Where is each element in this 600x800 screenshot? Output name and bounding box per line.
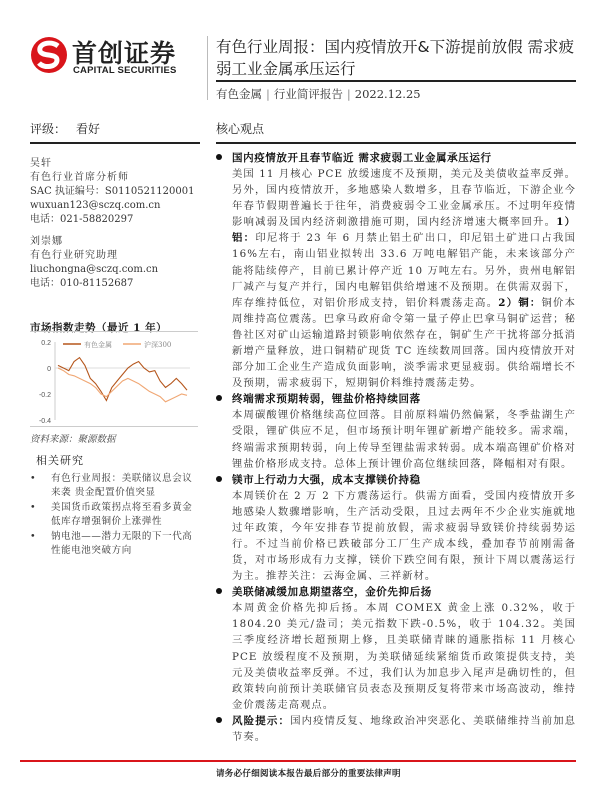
author-phone: 电话：010-81152687 — [30, 278, 134, 289]
core-point — [216, 391, 576, 471]
author-name: 吴轩 — [30, 158, 52, 169]
core-points — [216, 150, 576, 745]
series-line-1 — [58, 368, 187, 402]
point-title: 风险提示： — [232, 714, 291, 727]
bullet-icon: • — [30, 473, 36, 484]
legend-label: 有色金属 — [84, 341, 112, 349]
bullet-icon — [216, 476, 222, 482]
chart-svg — [30, 332, 198, 428]
brand-logo — [30, 34, 190, 78]
y-tick-label: 0.2 — [41, 340, 51, 347]
footer-rule — [20, 760, 576, 762]
point-text: 本周碳酸锂价格继续高位回落。目前原料端仍然偏紧，冬季盐湖生产受限，锂矿供应不足，但市场预计明年锂矿新增产能较多。需求端，终端需求预期转弱，向上传导至锂盐需求转弱。成本端高锂矿价格对锂盐价格形成支持。总体上预计锂价高位继续回落，降幅相对有限。 — [232, 409, 576, 470]
index-chart — [30, 331, 198, 427]
related-link[interactable]: 钠电池——潜力无限的下一代高性能电池突破方向 — [51, 531, 193, 556]
author-title: 有色行业首席分析师 — [30, 172, 129, 183]
title-underline — [216, 80, 576, 82]
header-divider — [207, 36, 208, 100]
bullet-icon — [216, 588, 222, 594]
related-link[interactable]: 有色行业周报：美联储议息会议来袭 贵金配置价值突显 — [51, 473, 193, 498]
industry: 有色金属 — [216, 87, 262, 101]
rating — [30, 120, 100, 137]
rating-label: 评级： — [30, 122, 67, 136]
point-body — [232, 488, 576, 585]
point-text: 2）铜： — [498, 296, 542, 309]
point-body — [232, 407, 576, 471]
core-rule — [216, 142, 576, 144]
point-text: 1）铝： — [232, 216, 576, 245]
bullet-icon — [216, 154, 222, 160]
brand-name-cn: 首创证券 — [72, 39, 177, 68]
point-title: 终端需求预期转弱，锂盐价格持续回落 — [232, 393, 421, 406]
point-title: 国内疫情放开且春节临近 需求疲弱工业金属承压运行 — [232, 152, 492, 164]
report-date: 2022.12.25 — [354, 87, 421, 101]
chart-source: 资料来源：聚源数据 — [30, 434, 116, 445]
author-phone: 电话：021-58820297 — [30, 214, 134, 225]
author-card — [30, 157, 194, 227]
point-title: 镁市上行动力大强，成本支撑镁价持稳 — [232, 473, 421, 486]
series-line-0 — [58, 358, 187, 401]
author-email[interactable]: liuchongna@sczq.com.cn — [30, 264, 159, 275]
point-text: 国内疫情反复、地缘政治冲突恶化、美联储维持当前加息节奏。 — [232, 714, 577, 743]
report-type: 行业简评报告 — [273, 87, 343, 101]
brand-name-en: CAPITAL SECURITIES — [73, 65, 177, 76]
related-link[interactable]: 美国货币政策拐点将至看多黄金 低库存增强铜价上涨弹性 — [51, 502, 193, 527]
point-body — [232, 713, 576, 745]
bullet-icon — [216, 395, 222, 401]
related-title: 相关研究 — [36, 454, 84, 467]
chart-title: 市场指数走势（最近 1 年） — [30, 322, 168, 334]
point-text: 印尼将于 23 年 6 月禁止铝土矿出口，印尼铝土矿进口占我国 16%左右，南山铝业拟转出 33.6 万吨电解铝产能，未来该部分产能将陆续停产，目前已累计停产近 10 万吨左右。另外，贵州电解铝厂减产与复产并行，国内电解铝供给增速不及预期。在供需双弱下，库存维持低位，对铝价形成支持，铝价料震荡走高。 — [232, 232, 576, 309]
report-title: 有色行业周报：国内疫情放开&下游提前放假 需求疲弱工业金属承压运行 — [216, 38, 575, 78]
core-point — [216, 472, 576, 585]
core-point — [216, 713, 576, 745]
bullet-icon — [216, 717, 222, 723]
bullet-icon: • — [30, 531, 36, 542]
point-body — [232, 600, 576, 713]
core-point — [216, 584, 576, 713]
y-tick-label: 0 — [47, 366, 51, 373]
rating-value: 看好 — [76, 122, 101, 136]
rating-rule — [30, 142, 200, 144]
point-text: 美国 11 月核心 PCE 放缓速度不及预期，美元及美债收益率反弹。另外，国内疫情放开，多地感染人数增多，且春节临近，下游企业今年春节假期普遍长于往年，消费疲弱令工业金属承压。不过明年疫情影响减弱及国内经济刺激措施可期，国内经济增速大概率回升。 — [232, 168, 576, 229]
legend-label: 沪深300 — [144, 341, 172, 349]
core-title: 核心观点 — [216, 122, 265, 136]
bullet-icon: • — [30, 502, 36, 513]
y-tick-label: -0.4 — [38, 418, 51, 425]
y-tick-label: -0.2 — [38, 392, 51, 399]
author-card — [30, 235, 158, 291]
point-text: 铜价本周维持高位震荡。巴拿马政府命令第一量子停止巴拿马铜矿运营；秘鲁社区对矿山运输道路封锁影响依然存在，铜矿生产干扰将部分抵消新增产量释放，进口铜精矿现货 TC 连续数周回落。国内疫情放开对部分加工企业生产造成负面影响，淡季需求更显疲弱。供给端增长不及预期，需求疲弱下，短期铜价料维持震荡走势。 — [232, 296, 576, 390]
author-sac: SAC 执证编号：S0110521120001 — [30, 186, 195, 197]
point-text: 本周镁价在 2 万 2 下方震荡运行。供需方面看，受国内疫情放开多地感染人数骤增影响，生产活动受限，且过去两年不少企业实施就地过年政策，今年安排春节提前放假，需求疲弱导致镁价持续弱势运行。不过当前价格已跌破部分工厂生产成本线，叠加春节前刚需备货，对市场形成有力支撑，镁价下跌空间有限，预计下周以震荡运行为主。推荐关注：云海金属、三祥新材。 — [232, 489, 576, 583]
author-title: 有色行业研究助理 — [30, 250, 118, 261]
point-text: 本周黄金价格先抑后扬。本周 COMEX 黄金上涨 0.32%，收于 1804.20 美元/盎司；美元指数下跌-0.5%，收于 104.32。美国三季度经济增长超预期上修，且美联储青睐的通胀指标 11 月核心 PCE 放缓程度不及预期，为美联储延续紧缩货币政策提供支持，美元及美债收益率反弹。不过，我们认为加息步入尾声是确切性的，但政策转向前预计美联储官员表态及预期反复将带来市场高波动，维持金价震荡走高观点。 — [232, 602, 576, 711]
point-body — [232, 166, 576, 391]
footer-disclaimer: 请务必仔细阅读本报告最后部分的重要法律声明 — [216, 769, 401, 779]
core-point — [216, 150, 576, 391]
report-meta: 有色金属 | 行业简评报告 | 2022.12.25 — [216, 87, 421, 101]
logo-mark-icon — [30, 34, 68, 76]
author-email[interactable]: wuxuan123@sczq.com.cn — [30, 200, 161, 211]
point-title: 美联储减缓加息期望落空，金价先抑后扬 — [232, 586, 432, 599]
author-name: 刘崇娜 — [30, 236, 63, 247]
